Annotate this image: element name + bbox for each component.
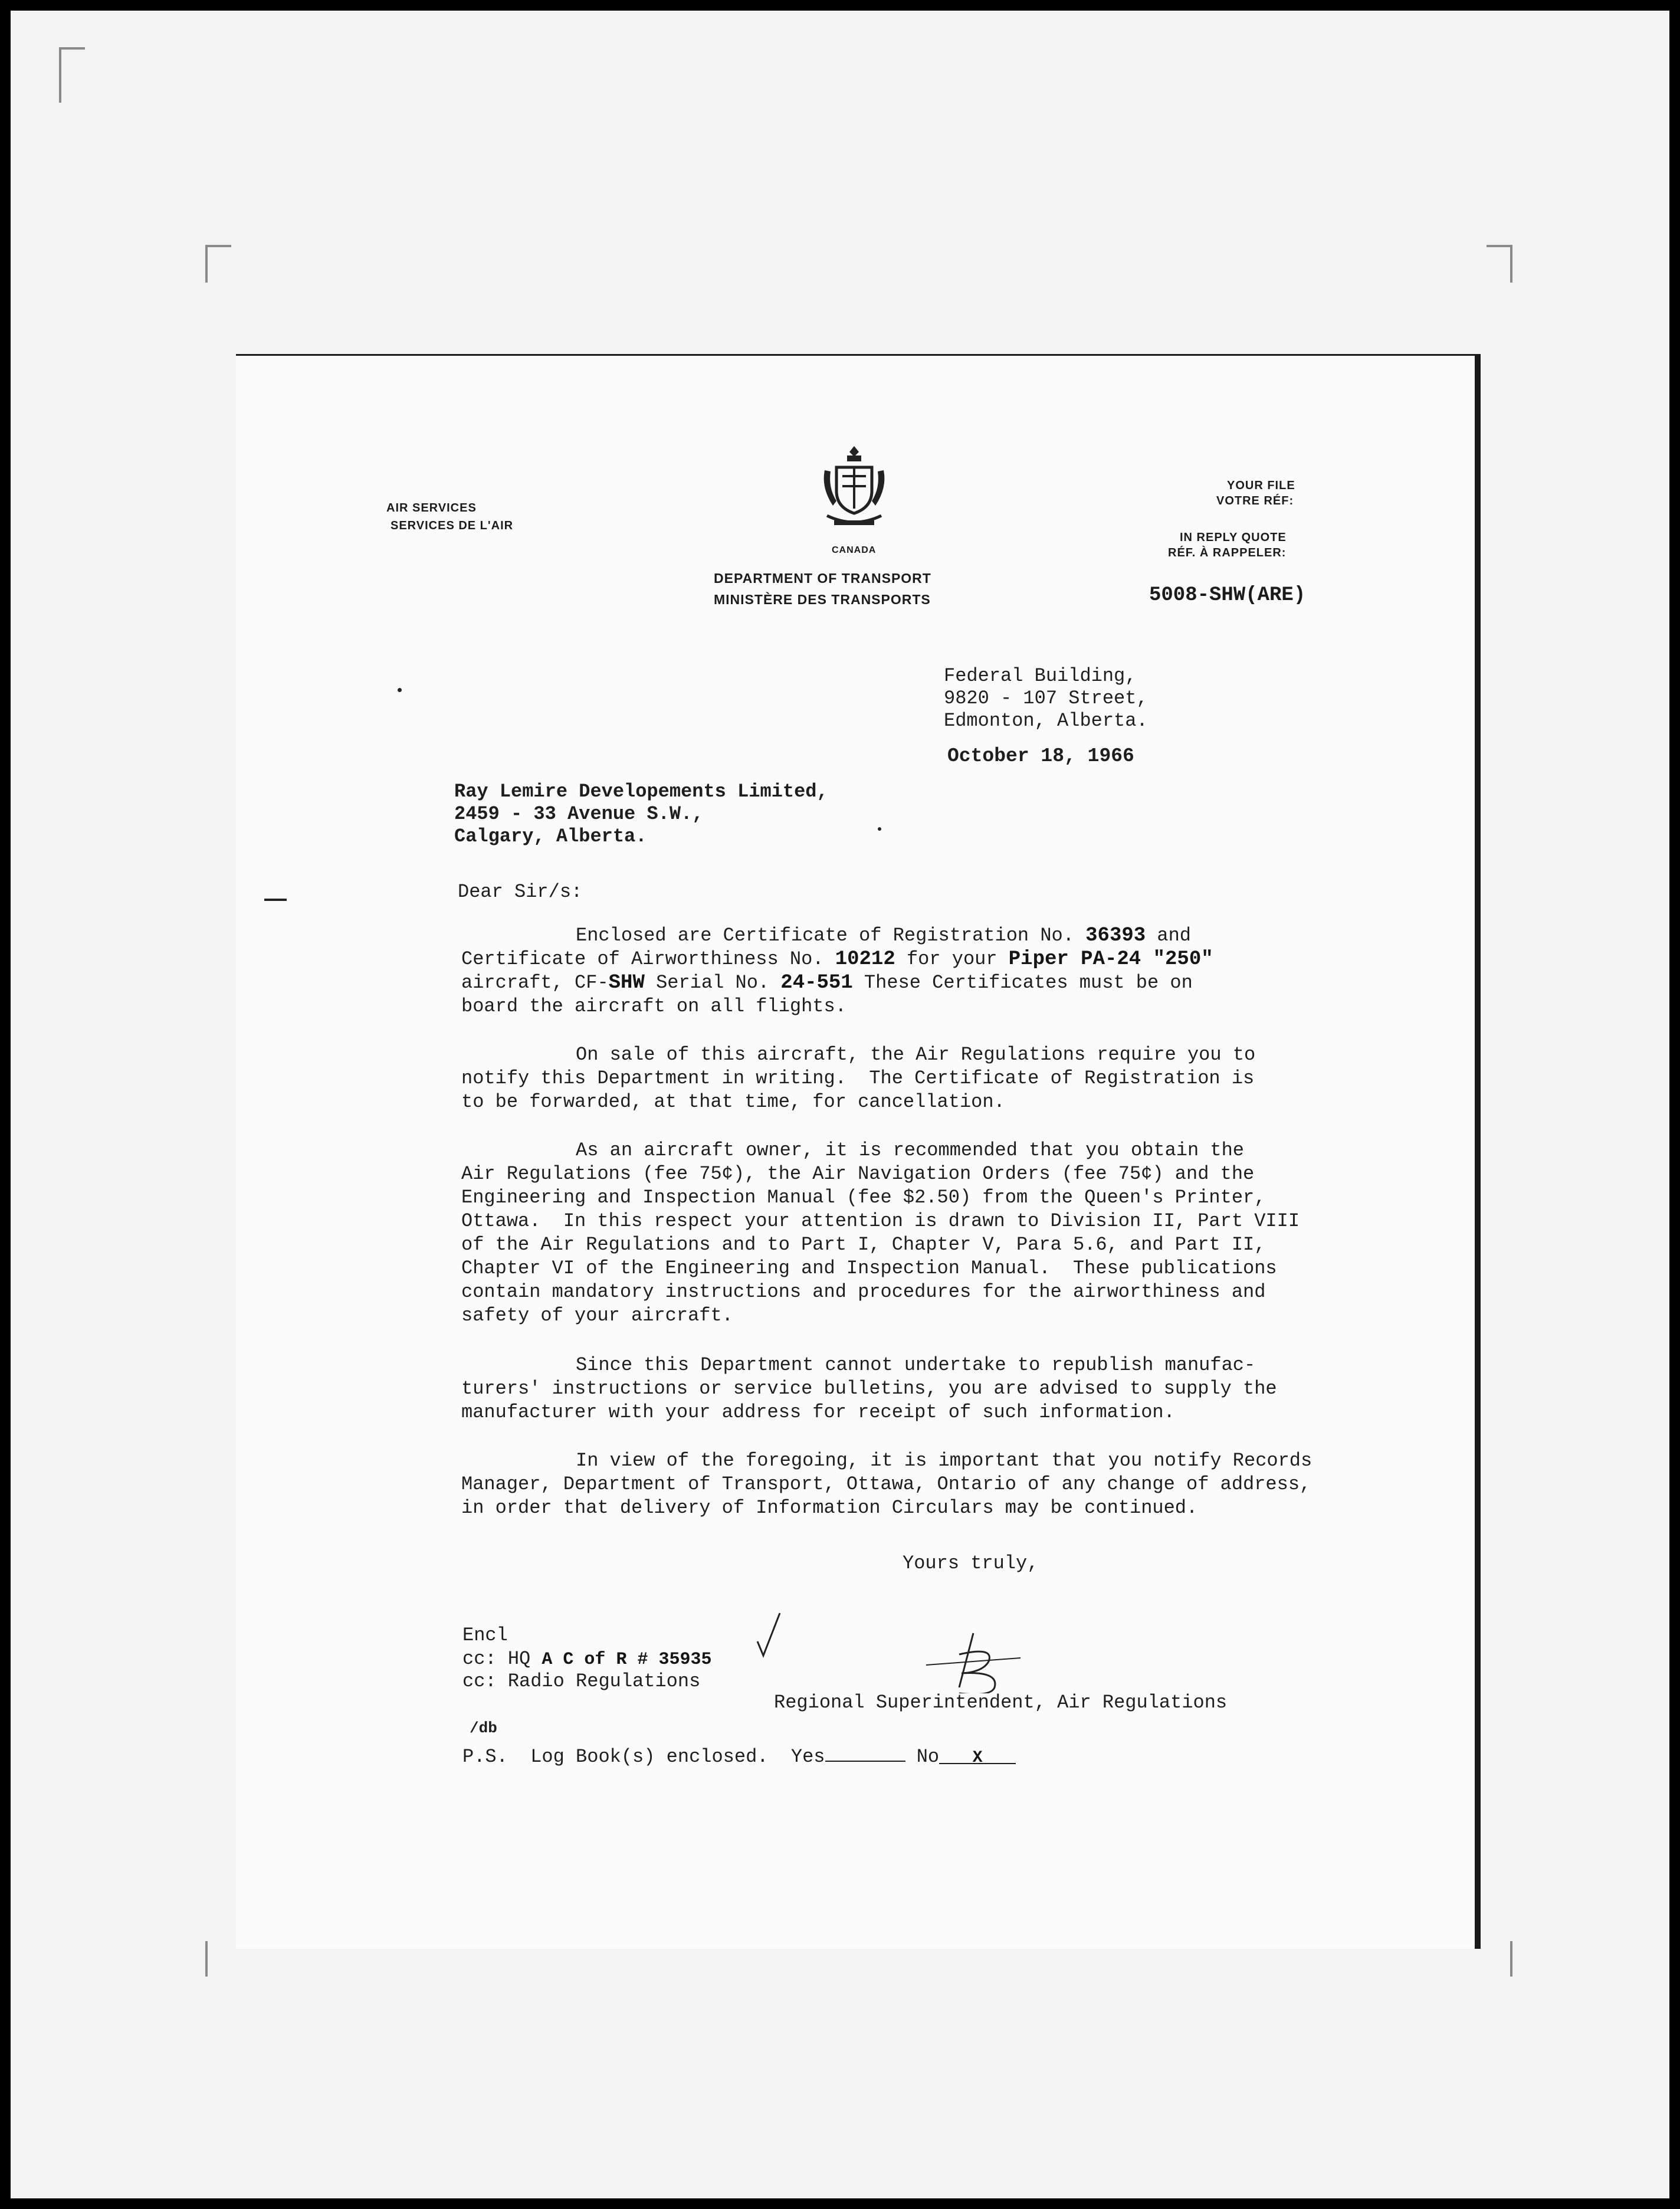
letterhead-left-line1: AIR SERVICES [386,502,477,514]
para1-text: Enclosed are Certificate of Registration No. [576,925,1086,946]
sender-address-line3: Edmonton, Alberta. [944,710,1148,732]
no-label: No [905,1746,940,1768]
para1-line2 [461,948,1213,972]
corner-mark-inner-top-left [205,245,231,283]
serial-number: 24-551 [780,972,853,994]
in-reply-quote-label: IN REPLY QUOTE [1180,531,1287,544]
cc-hq-label: cc: HQ [462,1648,542,1670]
ps-label: P.S. Log Book(s) enclosed. Yes [462,1746,825,1768]
para3-line7: contain mandatory instructions and procedures for the airworthiness and [461,1281,1266,1303]
salutation: Dear Sir/s: [458,881,583,903]
recipient-line2: 2459 - 33 Avenue S.W., [454,803,704,825]
para1-line3 [461,971,1193,995]
cc-radio-regulations: cc: Radio Regulations [462,1670,701,1692]
cc-hq-stamp: A C of R # 35935 [542,1650,712,1670]
your-file-label: YOUR FILE [1227,479,1295,492]
sender-address-line2: 9820 - 107 Street, [944,687,1148,709]
corner-mark-top-left [59,47,85,103]
airworthiness-number: 10212 [835,948,895,971]
corner-mark-bottom-left [205,1941,231,1977]
para1-text: aircraft, CF- [461,972,609,994]
recipient-line3: Calgary, Alberta. [454,825,647,847]
ps-logbook-line [462,1743,1016,1769]
department-name-english: DEPARTMENT OF TRANSPORT [714,571,931,586]
para3-line3: Engineering and Inspection Manual (fee $2.50) from the Queen's Printer, [461,1187,1266,1208]
yes-blank [825,1743,905,1762]
registration-number: 36393 [1085,925,1146,947]
scan-speck [878,827,881,831]
corner-mark-inner-top-right [1487,245,1512,283]
para3-line1: As an aircraft owner, it is recommended that you obtain the [576,1139,1244,1161]
votre-ref-label: VOTRE RÉF: [1216,494,1294,507]
para2-line3: to be forwarded, at that time, for cancellation. [461,1091,1005,1113]
para3-line4: Ottawa. In this respect your attention is drawn to Division II, Part VIII [461,1210,1300,1232]
file-reference-number: 5008-SHW(ARE) [1149,584,1306,607]
typist-initials: /db [470,1719,497,1737]
para1-line4: board the aircraft on all flights. [461,995,846,1017]
para2-line2: notify this Department in writing. The Certificate of Registration is [461,1067,1255,1089]
registration-mark: SHW [608,972,645,994]
para5-line3: in order that delivery of Information Circulars may be continued. [461,1497,1198,1519]
para1-text: Serial No. [644,972,781,994]
closing: Yours truly, [903,1552,1039,1574]
ref-a-rappeler-label: RÉF. À RAPPELER: [1168,546,1287,559]
para4-line2: turers' instructions or service bulletins, you are advised to supply the [461,1378,1277,1400]
para1-line1 [576,924,1191,948]
para3-line5: of the Air Regulations and to Part I, Chapter V, Para 5.6, and Part II, [461,1234,1266,1256]
canada-coat-of-arms-icon [819,444,890,532]
department-name-french: MINISTÈRE DES TRANSPORTS [714,592,931,607]
para3-line2: Air Regulations (fee 75¢), the Air Navigation Orders (fee 75¢) and the [461,1163,1255,1185]
para3-line6: Chapter VI of the Engineering and Inspection Manual. These publications [461,1257,1277,1279]
para5-line1: In view of the foregoing, it is important that you notify Records [576,1450,1312,1471]
cc-hq-line [462,1647,711,1672]
no-blank [939,1745,1016,1767]
scan-dash [264,899,287,901]
para1-text: and [1146,925,1191,946]
handwritten-signature-icon [903,1628,1021,1693]
checkmark-icon [754,1611,783,1658]
para5-line2: Manager, Department of Transport, Ottawa, Ontario of any change of address, [461,1473,1311,1495]
para4-line3: manufacturer with your address for receipt of such information. [461,1401,1175,1423]
enclosure-note: Encl [462,1624,508,1646]
para4-line1: Since this Department cannot undertake to republish manufac- [576,1354,1256,1376]
signature-title: Regional Superintendent, Air Regulations [774,1692,1228,1713]
para1-text: These Certificates must be on [852,972,1193,994]
sender-address-line1: Federal Building, [944,665,1137,687]
scan-speck [398,688,402,692]
para3-line8: safety of your aircraft. [461,1305,733,1326]
corner-mark-bottom-right [1487,1941,1512,1977]
letterhead-left-line2: SERVICES DE L'AIR [391,519,514,532]
para2-line1: On sale of this aircraft, the Air Regulations require you to [576,1044,1256,1066]
para1-text: Certificate of Airworthiness No. [461,948,835,970]
crest-caption: CANADA [832,545,877,555]
recipient-line1: Ray Lemire Developements Limited, [454,781,828,802]
aircraft-model: Piper PA-24 "250" [1008,948,1213,971]
letter-date: October 18, 1966 [947,745,1134,767]
para1-text: for your [895,948,1009,970]
no-mark: X [972,1749,983,1767]
